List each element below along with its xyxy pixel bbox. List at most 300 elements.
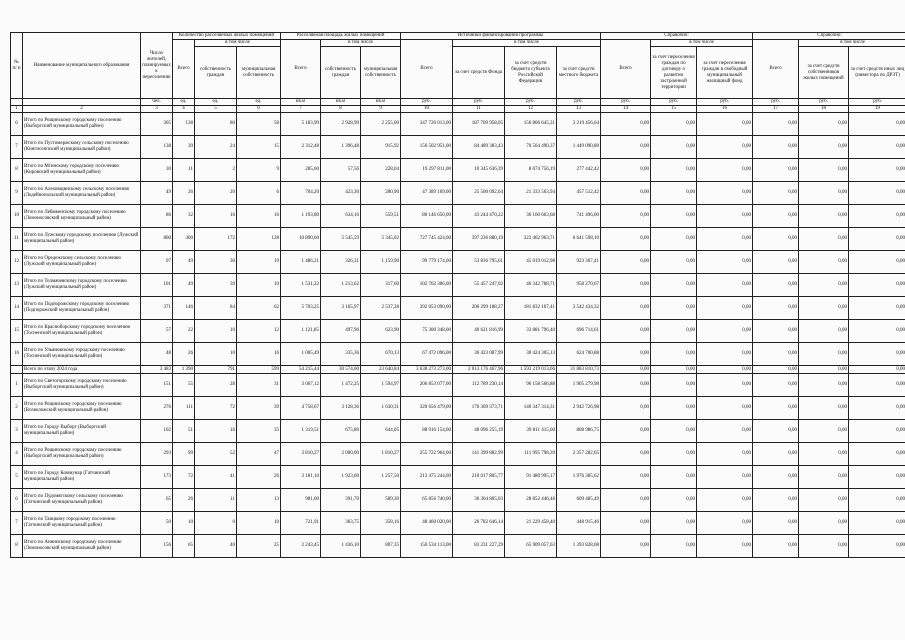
table-cell: 675,80 <box>321 420 361 443</box>
table-row <box>11 159 905 182</box>
table-cell: 0,00 <box>651 297 697 320</box>
table-cell: 0,00 <box>697 205 753 228</box>
table-cell: 138 <box>173 113 195 136</box>
table-cell: 623,90 <box>361 320 401 343</box>
table-cell: 317,60 <box>361 274 401 297</box>
table-cell: 1 159,90 <box>361 251 401 274</box>
table-cell: 49 <box>141 182 173 205</box>
table-cell: 958 270,67 <box>557 274 601 297</box>
table-cell: 80 <box>195 113 237 136</box>
row-number: 6 <box>11 113 23 136</box>
table-cell: 30 574,60 <box>321 366 361 374</box>
table-cell: 156 806 645,31 <box>505 113 557 136</box>
table-row <box>11 320 905 343</box>
table-cell: 10 <box>195 343 237 366</box>
table-cell: 0,00 <box>849 366 905 374</box>
col-name-header: Наименование муниципального образования <box>23 33 141 99</box>
column-numbers-row <box>11 106 905 113</box>
table-cell: 0,00 <box>799 366 849 374</box>
table-cell: 0,00 <box>799 535 849 558</box>
table-cell: 0,00 <box>849 466 905 489</box>
col-number-cell: 16 <box>697 106 753 113</box>
table-cell: 0,00 <box>753 251 799 274</box>
table-cell: 19 <box>237 251 281 274</box>
table-row <box>11 535 905 558</box>
table-cell: 0,00 <box>601 366 651 374</box>
table-cell: 293 <box>141 443 173 466</box>
table-cell: 0,00 <box>697 489 753 512</box>
municipality-name: Итого по Лебяженскому городскому поселению (Ломоносовский муниципальный район) <box>23 205 141 228</box>
table-cell: 24 <box>195 136 237 159</box>
municipality-name: Итого по Городу Выборг (Выборгский муниципальный район) <box>23 420 141 443</box>
table-cell: 21 229 458,40 <box>505 512 557 535</box>
table-cell: 65 909 057,63 <box>505 535 557 558</box>
table-cell: 0,00 <box>651 136 697 159</box>
table-cell: 0,00 <box>651 397 697 420</box>
table-row <box>11 113 905 136</box>
table-cell: 0 <box>195 512 237 535</box>
row-number: 13 <box>11 274 23 297</box>
table-cell: 0,00 <box>697 113 753 136</box>
stage-2024-total <box>11 366 905 374</box>
col-number-cell: 10 <box>401 106 453 113</box>
table-cell: 0,00 <box>651 443 697 466</box>
table-cell: 0,00 <box>799 136 849 159</box>
table-cell: 10 <box>195 320 237 343</box>
table-row <box>11 297 905 320</box>
table-cell: 255 722 964,00 <box>401 443 453 466</box>
table-cell: 0,00 <box>651 320 697 343</box>
table-cell: 72 <box>173 466 195 489</box>
unit-cell: кв.м <box>361 99 401 106</box>
table-cell: 0,00 <box>697 228 753 251</box>
table-cell: 0,00 <box>651 512 697 535</box>
table-cell: 36 304 805,03 <box>453 489 505 512</box>
table-cell: 12 <box>237 320 281 343</box>
table-row <box>11 420 905 443</box>
municipality-name: Итого по Рощинскому городскому поселению (Выборгский муниципальный район) <box>23 443 141 466</box>
table-cell: 2 312,48 <box>281 136 321 159</box>
table-cell: 634,16 <box>321 205 361 228</box>
table-cell: 40 <box>195 535 237 558</box>
row-number: 4 <box>11 443 23 466</box>
table-cell: 2 000,00 <box>321 443 361 466</box>
table-cell: 0,00 <box>697 397 753 420</box>
table-cell: 0,00 <box>849 159 905 182</box>
table-row <box>11 182 905 205</box>
table-cell: 0,00 <box>849 489 905 512</box>
table-cell: 36 423 087,99 <box>453 343 505 366</box>
table-cell: 26 <box>173 489 195 512</box>
table-cell: 0,00 <box>799 251 849 274</box>
table-cell: 0,00 <box>799 489 849 512</box>
table-cell: 609 485,49 <box>557 489 601 512</box>
table-cell: 1 905 279,98 <box>557 374 601 397</box>
table-cell: 39 <box>237 397 281 420</box>
table-cell: 0,00 <box>601 182 651 205</box>
group-sources-header: Источники финансирования программы <box>401 33 601 40</box>
table-cell: 1 472,25 <box>321 374 361 397</box>
table-cell: 30 <box>195 251 237 274</box>
col-number-cell: 2 <box>23 106 141 113</box>
unit-cell: руб. <box>799 99 849 106</box>
table-cell: 70 564 490,37 <box>505 136 557 159</box>
table-cell: 48 <box>141 343 173 366</box>
table-cell: 497,96 <box>321 320 361 343</box>
table-cell: 206 299 188,27 <box>453 297 505 320</box>
table-cell: 0,00 <box>753 466 799 489</box>
table-cell: 0,00 <box>849 297 905 320</box>
table-cell: 35 <box>237 420 281 443</box>
table-cell: 0,00 <box>697 251 753 274</box>
table-cell: 0,00 <box>799 374 849 397</box>
table-cell: 36 160 663,68 <box>505 205 557 228</box>
table-row <box>11 274 905 297</box>
col-number-cell: 15 <box>651 106 697 113</box>
table-cell: 0,00 <box>799 297 849 320</box>
row-number: 15 <box>11 320 23 343</box>
table-cell: 2 013 176 467,96 <box>453 366 505 374</box>
table-cell: 10 <box>237 512 281 535</box>
table-cell: 0,00 <box>697 297 753 320</box>
table-cell: 0,00 <box>799 228 849 251</box>
table-cell: 32 <box>173 205 195 228</box>
unit-cell: руб. <box>557 99 601 106</box>
municipality-name: Итого по Городу Коммунар (Гатчинский муниципальный район) <box>23 466 141 489</box>
ref1-b-header: за счет переселения граждан в свободный муниципальный жилищный фонд <box>697 47 753 99</box>
table-cell: 915,92 <box>361 136 401 159</box>
sources-sub-header: в том числе <box>453 40 601 47</box>
unit-cell: руб. <box>401 99 453 106</box>
table-cell: 210 017 805,77 <box>453 466 505 489</box>
table-cell: 1 630,31 <box>361 397 401 420</box>
table-cell: 65 <box>141 489 173 512</box>
col-number-cell: 1 <box>11 106 23 113</box>
table-cell: 1 213,62 <box>321 274 361 297</box>
table-cell: 0,00 <box>601 397 651 420</box>
col-number-cell: 3 <box>141 106 173 113</box>
table-cell: 0,00 <box>651 228 697 251</box>
stage-2025-rows <box>11 374 905 558</box>
table-cell: 1 257,50 <box>361 466 401 489</box>
table-cell: 320 656 479,00 <box>401 397 453 420</box>
table-cell: 0,00 <box>849 182 905 205</box>
total-row <box>11 366 905 374</box>
table-cell: 0,00 <box>849 320 905 343</box>
table-cell: 48 096 255,19 <box>453 420 505 443</box>
table-cell: 3 067,12 <box>281 374 321 397</box>
fund-header: за счет средств Фонда <box>453 47 505 99</box>
table-cell: 65 <box>173 535 195 558</box>
table-cell: 448 915,46 <box>557 512 601 535</box>
municipality-name: Итого по Подпорожскому городскому поселению (Подпорожский муниципальный район) <box>23 297 141 320</box>
count-sub-header: в том числе <box>195 40 281 47</box>
ref2-b-header: за счет средств иных лиц (инвестора по ДРЗТ) <box>849 47 905 99</box>
table-cell: 0,00 <box>799 113 849 136</box>
table-cell: 10 345 636,39 <box>453 159 505 182</box>
table-cell: 1 810,27 <box>361 443 401 466</box>
table-cell: 2 357 282,65 <box>557 443 601 466</box>
unit-cell: руб. <box>753 99 799 106</box>
table-cell: 10 <box>173 512 195 535</box>
table-cell: 0,00 <box>849 343 905 366</box>
table-cell: 1 486,21 <box>281 251 321 274</box>
table-row <box>11 397 905 420</box>
unit-cell: кв.м <box>281 99 321 106</box>
table-cell: 0,00 <box>601 535 651 558</box>
table-cell: 21 333 563,94 <box>505 182 557 205</box>
table-cell: 39 811 415,00 <box>505 420 557 443</box>
table-cell: 28 852 446,48 <box>505 489 557 512</box>
table-cell: 1 449 090,80 <box>557 136 601 159</box>
total-label: Всего по этапу 2024 года <box>23 366 141 374</box>
unit-cell: кв.м <box>321 99 361 106</box>
table-cell: 0,00 <box>601 489 651 512</box>
table-cell: 25 <box>237 535 281 558</box>
table-row <box>11 374 905 397</box>
table-cell: 26 <box>173 182 195 205</box>
table-cell: 25 500 092,64 <box>453 182 505 205</box>
area-sub-header: в том числе <box>321 40 401 47</box>
table-cell: 53 836 795,61 <box>453 251 505 274</box>
table-cell: 0,00 <box>849 205 905 228</box>
table-cell: 0,00 <box>849 251 905 274</box>
table-cell: 49 <box>173 274 195 297</box>
table-cell: 88 916 154,00 <box>401 420 453 443</box>
table-cell: 371 <box>141 297 173 320</box>
table-cell: 172 <box>195 228 237 251</box>
table-cell: 156 502 951,00 <box>401 136 453 159</box>
table-cell: 0,00 <box>651 274 697 297</box>
table-cell: 599 <box>237 366 281 374</box>
table-cell: 1 121,85 <box>281 320 321 343</box>
table-cell: 3 128,36 <box>321 397 361 420</box>
table-cell: 1 193,80 <box>281 205 321 228</box>
row-number: 11 <box>11 228 23 251</box>
table-cell: 31 <box>237 374 281 397</box>
table-cell: 0,00 <box>601 443 651 466</box>
table-cell: 0,00 <box>753 228 799 251</box>
municipality-name: Итого по Ульяновскому городскому поселению (Тосненский муниципальный район) <box>23 343 141 366</box>
col-number-cell: 19 <box>849 106 905 113</box>
table-cell: 3 810,27 <box>281 443 321 466</box>
table-cell: 0,00 <box>753 136 799 159</box>
table-cell: 1 594,97 <box>361 374 401 397</box>
unit-cell: руб. <box>505 99 557 106</box>
table-cell: 3 165,97 <box>321 297 361 320</box>
table-cell: 187 709 958,05 <box>453 113 505 136</box>
sources-total-header: Всего <box>401 40 453 99</box>
unit-cell: руб. <box>453 99 505 106</box>
table-cell: 0,00 <box>753 489 799 512</box>
table-cell: 31 883 810,73 <box>557 366 601 374</box>
ref2-total-header: Всего <box>753 40 799 99</box>
table-cell: 6 <box>237 182 281 205</box>
table-cell: 156 <box>141 535 173 558</box>
table-cell: 0,00 <box>697 366 753 374</box>
table-cell: 0,00 <box>753 274 799 297</box>
row-number: 2 <box>11 397 23 420</box>
row-number: 14 <box>11 297 23 320</box>
table-cell: 96 158 566,88 <box>505 374 557 397</box>
table-cell: 0,00 <box>849 512 905 535</box>
table-cell: 1 319,51 <box>281 420 321 443</box>
table-cell: 0,00 <box>849 535 905 558</box>
table-cell: 206 853 077,00 <box>401 374 453 397</box>
table-cell: 26 <box>237 466 281 489</box>
table-cell: 0,00 <box>601 466 651 489</box>
row-number: 10 <box>11 205 23 228</box>
municipality-name: Итого по Таицкому городскому поселению (Гатчинский муниципальный район) <box>23 512 141 535</box>
table-cell: 33 881 796,40 <box>505 320 557 343</box>
table-cell: 0,00 <box>601 274 651 297</box>
table-cell: 112 789 230,14 <box>453 374 505 397</box>
table-cell: 1 531,22 <box>281 274 321 297</box>
table-cell: 721,91 <box>281 512 321 535</box>
table-cell: 0,00 <box>651 182 697 205</box>
table-cell: 10 890,60 <box>281 228 321 251</box>
table-cell: 0,00 <box>601 251 651 274</box>
table-cell: 52 <box>195 443 237 466</box>
table-cell: 0,00 <box>651 535 697 558</box>
row-number: 6 <box>11 489 23 512</box>
table-cell: 176 369 373,71 <box>453 397 505 420</box>
row-number: 8 <box>11 159 23 182</box>
table-cell: 11 <box>195 489 237 512</box>
ref1-total-header: Всего <box>601 40 651 99</box>
table-cell: 3 219 456,64 <box>557 113 601 136</box>
table-cell: 323 462 963,71 <box>505 228 557 251</box>
table-cell: 0,00 <box>799 397 849 420</box>
row-number: 3 <box>11 420 23 443</box>
table-cell: 99 779 174,00 <box>401 251 453 274</box>
count-total-header: Всего <box>173 40 195 99</box>
table-cell: 3 542 434,32 <box>557 297 601 320</box>
table-cell: 727 745 424,00 <box>401 228 453 251</box>
table-cell: 128 <box>237 228 281 251</box>
row-number: 7 <box>11 136 23 159</box>
table-cell: 0,00 <box>753 512 799 535</box>
table-cell: 0,00 <box>697 182 753 205</box>
table-cell: 55 457 247,02 <box>453 274 505 297</box>
table-cell: 2 243,45 <box>281 535 321 558</box>
unit-cell: ед. <box>195 99 237 106</box>
col-people-header: Число жителей, планируемых к переселению <box>141 33 173 99</box>
municipality-name: Итого по Рощинскому городскому поселению (Всеволожский муниципальный район) <box>23 397 141 420</box>
col-number-cell: 13 <box>557 106 601 113</box>
table-cell: 0,00 <box>753 159 799 182</box>
table-cell: 0,00 <box>697 512 753 535</box>
table-cell: 0,00 <box>601 320 651 343</box>
table-cell: 47 389 169,00 <box>401 182 453 205</box>
table-cell: 0,00 <box>849 136 905 159</box>
table-cell: 84 <box>195 297 237 320</box>
table-cell: 0,00 <box>799 512 849 535</box>
table-cell: 0,00 <box>601 420 651 443</box>
col-number-cell: 18 <box>799 106 849 113</box>
table-cell: 15 <box>237 136 281 159</box>
table-cell: 0,00 <box>601 228 651 251</box>
table-cell: 11 <box>173 159 195 182</box>
municipality-name: Итого по Толмачевскому городскому поселению (Лужский муниципальный район) <box>23 274 141 297</box>
table-cell: 0,00 <box>601 297 651 320</box>
table-cell: 1 593 219 013,66 <box>505 366 557 374</box>
table-cell: 57,56 <box>321 159 361 182</box>
col-no-header: № п/ п <box>11 33 23 99</box>
table-cell: 1 393 828,08 <box>557 535 601 558</box>
table-cell: 0,00 <box>753 205 799 228</box>
table-cell: 146 <box>173 297 195 320</box>
table-cell: 0,00 <box>601 374 651 397</box>
table-cell: 6 641 598,10 <box>557 228 601 251</box>
table-cell: 46 342 788,71 <box>505 274 557 297</box>
table-cell: 0,00 <box>799 274 849 297</box>
table-cell: 0,00 <box>799 205 849 228</box>
table-cell: 0,00 <box>799 420 849 443</box>
table-cell: 1 396,48 <box>321 136 361 159</box>
count-municipal-header: муниципальная собственность <box>237 47 281 99</box>
unit-cell: чел. <box>141 99 173 106</box>
table-cell: 1 976 385,62 <box>557 466 601 489</box>
group-area-header: Расселяемая площадь жилых помещений <box>281 33 401 40</box>
table-cell: 30 424 305,13 <box>505 343 557 366</box>
table-cell: 2 928,99 <box>321 113 361 136</box>
table-cell: 1 390 <box>173 366 195 374</box>
col-number-cell: 14 <box>601 106 651 113</box>
table-cell: 5 183,99 <box>281 113 321 136</box>
table-cell: 0,00 <box>697 274 753 297</box>
unit-cell: руб. <box>849 99 905 106</box>
table-cell: 43 244 470,22 <box>453 205 505 228</box>
col-number-cell: 9 <box>361 106 401 113</box>
table-cell: 13 <box>237 489 281 512</box>
group-ref1-header: Справочно: <box>601 33 753 40</box>
table-cell: 72 <box>195 397 237 420</box>
table-cell: 47 <box>237 443 281 466</box>
unit-cell: руб. <box>697 99 753 106</box>
units-row <box>11 99 905 106</box>
table-cell: 140 347 314,31 <box>505 397 557 420</box>
col-number-cell: 6 <box>237 106 281 113</box>
area-own-header: собственность граждан <box>321 47 361 99</box>
table-cell: 111 <box>173 397 195 420</box>
table-cell: 0,00 <box>601 159 651 182</box>
table-cell: 741 496,00 <box>557 205 601 228</box>
table-cell: 285,60 <box>281 159 321 182</box>
table-cell: 57 <box>141 320 173 343</box>
table-cell: 800 <box>141 228 173 251</box>
table-cell: 276 <box>141 397 173 420</box>
table-cell: 0,00 <box>753 535 799 558</box>
table-cell: 5 545,59 <box>321 228 361 251</box>
unit-cell: ед. <box>173 99 195 106</box>
table-cell: 0,00 <box>799 343 849 366</box>
table-row <box>11 489 905 512</box>
row-number: 5 <box>11 466 23 489</box>
table-cell: 277 442,42 <box>557 159 601 182</box>
table-cell: 1 923,60 <box>321 466 361 489</box>
table-cell: 138 <box>141 136 173 159</box>
table-cell: 0,00 <box>849 374 905 397</box>
table-cell: 40 621 816,99 <box>453 320 505 343</box>
table-cell: 0,00 <box>697 374 753 397</box>
row-number: 7 <box>11 512 23 535</box>
table-cell: 347 726 013,00 <box>401 113 453 136</box>
table-cell: 0,00 <box>697 159 753 182</box>
table-cell: 101 <box>141 274 173 297</box>
table-cell: 0,00 <box>601 205 651 228</box>
col-number-cell: 12 <box>505 106 557 113</box>
